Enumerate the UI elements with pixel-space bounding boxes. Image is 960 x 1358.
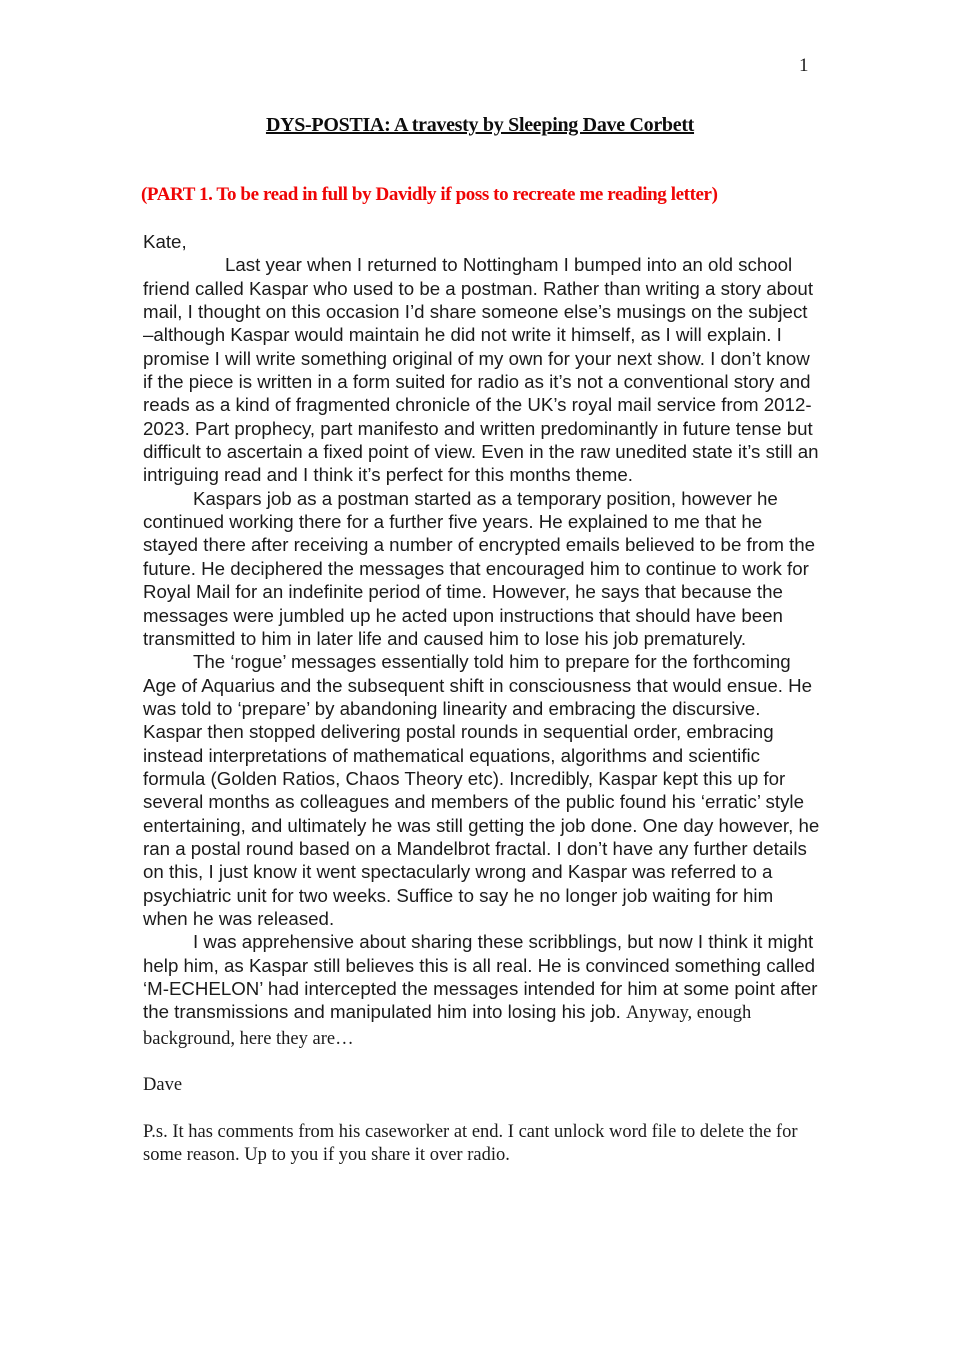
letter-body xyxy=(143,230,833,1168)
paragraph-2: Kaspars job as a postman started as a temporary position, however he continued working there for a further five years. He explained to me that he stayed there after receiving a number of encrypted emails believed to be from the future. He deciphered the messages that encouraged him to continue to work for Royal Mail for an indefinite period of time. However, he says that because the messages were jumbled up he acted upon instructions that should have been transmitted to him in later life and caused him to lose his job prematurely. xyxy=(143,487,816,649)
document-title: DYS-POSTIA: A travesty by Sleeping Dave Corbett xyxy=(265,114,695,136)
paragraph-4 xyxy=(143,930,822,1051)
signature: Dave xyxy=(143,1075,183,1096)
part-heading: (PART 1. To be read in full by Davidly if poss to recreate me reading letter) xyxy=(141,184,718,205)
paragraph-3: The ‘rogue’ messages essentially told him to prepare for the forthcoming Age of Aquarius and the subsequent shift in consciousness that would ensue. He was told to ‘prepare’ by abandoning linearity and embracing the discursive. Kaspar then stopped delivering postal rounds in sequential order, embracing instead interpretations of mathematical equations, algorithms and scientific formula (Golden Ratios, Chaos Theory etc). Incredibly, Kaspar kept this up for several months as colleagues and members of the public found his ‘erratic’ style entertaining, and ultimately he was still getting the job done. One day however, he ran a postal round based on a Mandelbrot fractal. I don’t have any further details on this, I just know it went spectacularly wrong and Kaspar was referred to a psychiatric unit for two weeks. Suffice to say he no longer job waiting for him when he was released. xyxy=(143,651,820,929)
paragraph-4-main: I was apprehensive about sharing these scribblings, but now I think it might help him, as Kaspar still believes this is all real. He is convinced something called ‘M-ECHELON’ had intercepted the messages intended for him at some point after the transmissions and manipulated him into losing his job. xyxy=(143,931,818,1023)
postscript: P.s. It has comments from his caseworker at end. I cant unlock word file to delete the for some reason. Up to you if you share it over radio. xyxy=(143,1122,798,1166)
salutation: Kate, xyxy=(143,231,187,252)
paragraph-1: Last year when I returned to Nottingham I bumped into an old school friend called Kaspar who used to be a postman. Rather than writing a story about mail, I thought on this occasion I’d share someone else’s musings on the subject –although Kaspar would maintain he did not write it himself, as I will explain. I promise I will write something original of my own for your next show. I don’t know if the piece is written in a form suited for radio as it’s not a conventional story and reads as a kind of fragmented chronicle of the UK’s royal mail service from 2012-2023. Part prophecy, part manifesto and written predominantly in future tense but difficult to ascertain a fixed point of view. Even in the raw unedited state it’s still an intriguing read and I think it’s perfect for this months theme. xyxy=(143,254,819,486)
paragraph-4-serif-tail: Anyway, enough background, here they are… xyxy=(143,1003,752,1049)
page-number: 1 xyxy=(799,55,809,76)
